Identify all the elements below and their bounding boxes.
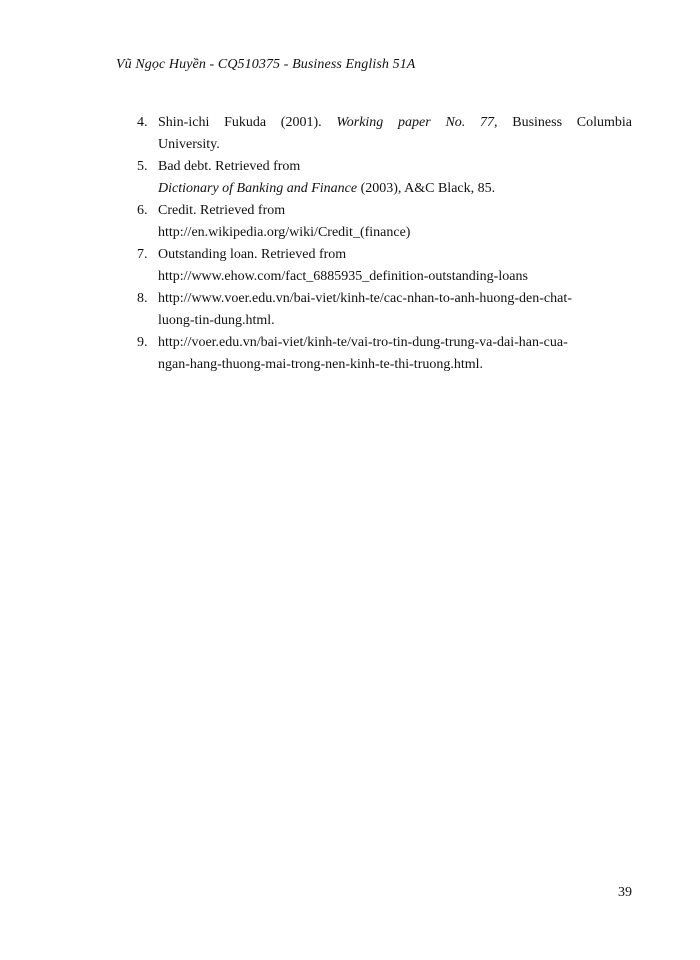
- page-header: Vũ Ngọc Huyền - CQ510375 - Business English 51A: [116, 57, 416, 72]
- reference-publisher: Business Columbia: [497, 115, 632, 130]
- reference-url: ngan-hang-thuong-mai-trong-nen-kinh-te-thi-truong.html.: [158, 357, 484, 372]
- reference-number: 5.: [137, 159, 148, 174]
- reference-line: University.: [158, 137, 220, 152]
- reference-number: 4.: [137, 115, 148, 130]
- reference-line: [158, 178, 632, 200]
- reference-number: 8.: [137, 291, 148, 306]
- reference-number: 7.: [137, 247, 148, 262]
- reference-text: [158, 156, 632, 200]
- reference-number: 9.: [137, 335, 148, 350]
- reference-item: [137, 332, 632, 376]
- reference-url: http://www.voer.edu.vn/bai-viet/kinh-te/cac-nhan-to-anh-huong-den-chat-: [158, 291, 572, 306]
- reference-line: Outstanding loan. Retrieved from: [158, 247, 347, 262]
- reference-item: [137, 200, 632, 244]
- reference-url: http://voer.edu.vn/bai-viet/kinh-te/vai-tro-tin-dung-trung-va-dai-han-cua-: [158, 335, 568, 350]
- page-number: 39: [618, 885, 632, 900]
- reference-author-year: Shin-ichi Fukuda (2001).: [158, 115, 337, 130]
- reference-line: Credit. Retrieved from: [158, 203, 286, 218]
- reference-title: Working paper No. 77,: [336, 115, 498, 130]
- reference-url: http://en.wikipedia.org/wiki/Credit_(finance): [158, 225, 411, 240]
- reference-item: [137, 156, 632, 200]
- reference-text: [158, 112, 632, 156]
- reference-text: [158, 332, 632, 376]
- reference-line: [158, 112, 632, 134]
- reference-text: [158, 244, 632, 288]
- reference-text: [158, 288, 632, 332]
- reference-title: Dictionary of Banking and Finance: [158, 181, 358, 196]
- reference-list: [137, 112, 632, 376]
- reference-publisher: (2003), A&C Black, 85.: [357, 181, 496, 196]
- reference-item: [137, 288, 632, 332]
- reference-number: 6.: [137, 203, 148, 218]
- reference-text: [158, 200, 632, 244]
- reference-url: luong-tin-dung.html.: [158, 313, 275, 328]
- reference-item: [137, 112, 632, 156]
- reference-item: [137, 244, 632, 288]
- reference-url: http://www.ehow.com/fact_6885935_definition-outstanding-loans: [158, 269, 528, 284]
- reference-line: Bad debt. Retrieved from: [158, 159, 301, 174]
